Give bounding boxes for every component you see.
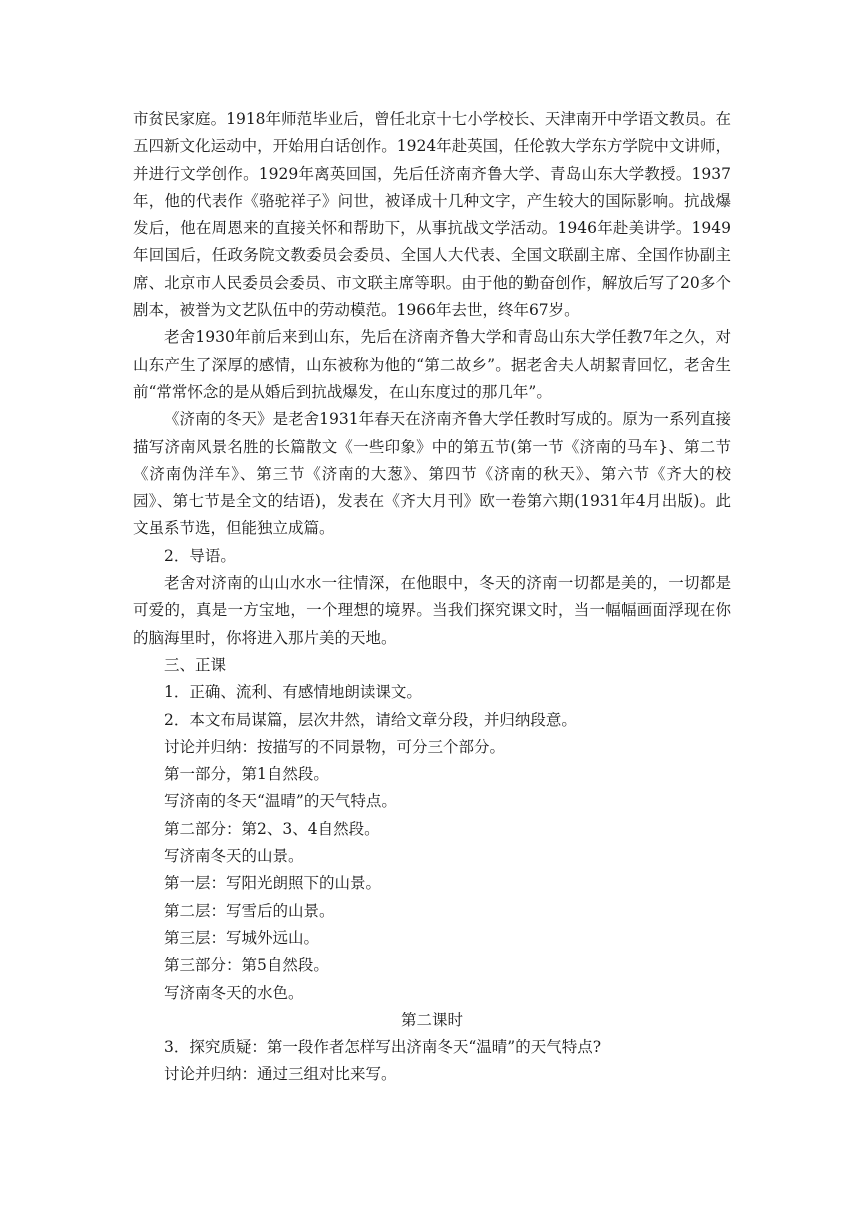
part-1-label: 第一部分，第1自然段。	[164, 765, 329, 784]
paragraph-intro: 老舍对济南的山山水水一往情深，在他眼中，冬天的济南一切都是美的，一切都是可爱的，真是一方宝地，一个理想的境界。当我们探究课文时，当一幅幅画面浮现在你的脑海里时，你将进入那片美的天地。	[133, 574, 731, 647]
paragraph-shandong-years: 老舍1930年前后来到山东，先后在济南齐鲁大学和青岛山东大学任教7年之久，对山东产生了深厚的感情，山东被称为他的“第二故乡”。据老舍夫人胡絜青回忆，老舍生前“常常怀念的是从婚后到抗战爆发，在山东度过的那几年”。	[133, 328, 731, 401]
discussion-summary-2: 讨论并归纳：通过三组对比来写。	[164, 1065, 397, 1084]
part-2-label: 第二部分：第2、3、4自然段。	[164, 819, 380, 838]
part-3-description: 写济南冬天的水色。	[164, 983, 304, 1002]
paragraph-bio-continued: 市贫民家庭。1918年师范毕业后，曾任北京十七小学校长、天津南开中学语文教员。在五四新文化运动中，开始用白话创作。1924年赴英国，任伦敦大学东方学院中文讲师，并进行文学创作。1929年离英回国，先后任济南齐鲁大学、青岛山东大学教授。1937年，他的代表作《骆驼祥子》问世，被译成十几种文字，产生较大的国际影响。抗战爆发后，他在周恩来的直接关怀和帮助下，从事抗战文学活动。1946年赴美讲学。1949年回国后，任政务院文教委员会委员、全国人大代表、全国文联副主席、全国作协副主席、北京市人民委员会委员、市文联主席等职。由于他的勤奋创作，解放后写了20多个剧本，被誉为文艺队伍中的劳动模范。1966年去世，终年67岁。	[133, 110, 731, 320]
layer-1-description: 第一层：写阳光朗照下的山景。	[164, 874, 382, 893]
part-3-label: 第三部分：第5自然段。	[164, 956, 329, 975]
heading-main-lesson: 三、正课	[164, 655, 227, 674]
part-2-description: 写济南冬天的山景。	[164, 847, 304, 866]
step-read-aloud: 1．正确、流利、有感情地朗读课文。	[164, 683, 422, 702]
discussion-summary-1: 讨论并归纳：按描写的不同景物，可分三个部分。	[164, 737, 506, 756]
layer-3-description: 第三层：写城外远山。	[164, 928, 320, 947]
layer-2-description: 第二层：写雪后的山景。	[164, 901, 335, 920]
paragraph-text-background: 《济南的冬天》是老舍1931年春天在济南齐鲁大学任教时写成的。原为一系列直接描写济南风景名胜的长篇散文《一些印象》中的第五节(第一节《济南的马车}、第二节《济南伪洋车》、第三节《济南的大葱》、第四节《济南的秋天》、第六节《齐大的校园》、第七节是全文的结语)，发表在《齐大月刊》欧一卷第六期(1931年4月出版)。此文虽系节选，但能独立成篇。	[133, 410, 731, 538]
document-body	[133, 106, 731, 1089]
part-1-description: 写济南的冬天“温晴”的天气特点。	[164, 792, 397, 811]
step-inquiry: 3．探究质疑：第一段作者怎样写出济南冬天“温晴”的天气特点?	[164, 1038, 602, 1057]
lesson-2-heading: 第二课时	[400, 1010, 463, 1029]
step-divide-sections: 2．本文布局谋篇，层次井然，请给文章分段，并归纳段意。	[164, 710, 577, 729]
heading-intro: 2．导语。	[164, 546, 236, 565]
